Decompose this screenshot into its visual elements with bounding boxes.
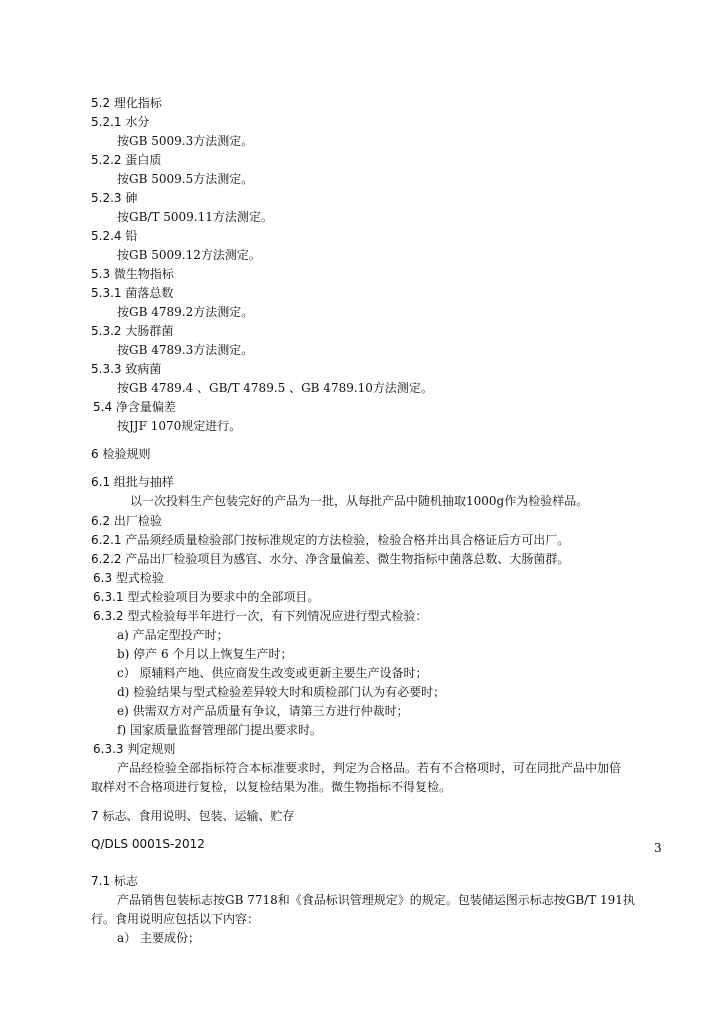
heading-5-2-2: 5.2.2 蛋白质 — [91, 153, 162, 167]
heading-6-3: 6.3 型式检验 — [93, 571, 164, 585]
heading-5-4: 5.4 净含量偏差 — [93, 400, 176, 414]
text-6-3-3-line1: 产品经检验全部指标符合本标准要求时，判定为合格品。若有不合格项时，可在同批产品中加倍 — [117, 761, 622, 775]
text-5-2-3: 按GB/T 5009.11方法测定。 — [117, 210, 273, 224]
heading-5-3-3: 5.3.3 致病菌 — [91, 362, 162, 376]
text-6-3-1: 6.3.1 型式检验项目为要求中的全部项目。 — [93, 590, 320, 604]
list-item-d: d) 检验结果与型式检验差异较大时和质检部门认为有必要时； — [117, 685, 446, 699]
text-6-3-2: 6.3.2 型式检验每半年进行一次，有下列情况应进行型式检验： — [93, 609, 428, 623]
heading-5-2-3: 5.2.3 砷 — [91, 191, 138, 205]
footer-page-number: 3 — [654, 841, 662, 855]
heading-5-2-1: 5.2.1 水分 — [91, 115, 150, 129]
text-5-3-2: 按GB 4789.3方法测定。 — [117, 343, 254, 357]
heading-5-2-4: 5.2.4 铅 — [91, 229, 138, 243]
heading-6-3-3: 6.3.3 判定规则 — [93, 742, 176, 756]
text-5-3-3: 按GB 4789.4 、GB/T 4789.5 、GB 4789.10方法测定。 — [117, 381, 433, 395]
text-7-1-line1: 产品销售包装标志按GB 7718和《食品标识管理规定》的规定。包装储运图示标志按GB/T 191执 — [117, 893, 635, 907]
heading-7-1: 7.1 标志 — [91, 874, 138, 888]
text-5-2-2: 按GB 5009.5方法测定。 — [117, 172, 254, 186]
heading-5-3: 5.3 微生物指标 — [91, 267, 174, 281]
heading-5-3-2: 5.3.2 大肠群菌 — [91, 324, 174, 338]
heading-6-1: 6.1 组批与抽样 — [91, 475, 174, 489]
list-item-a: a) 产品定型投产时； — [117, 628, 229, 642]
heading-5-2: 5.2 理化指标 — [91, 96, 162, 110]
text-5-2-4: 按GB 5009.12方法测定。 — [117, 248, 261, 262]
list-item-f: f) 国家质量监督管理部门提出要求时。 — [117, 723, 322, 737]
text-6-1: 以一次投料生产包装完好的产品为一批，从每批产品中随机抽取1000g作为检验样品。 — [130, 494, 589, 508]
footer-code: Q/DLS 0001S-2012 — [91, 837, 205, 851]
list-item-e: e) 供需双方对产品质量有争议，请第三方进行仲裁时； — [117, 704, 409, 718]
heading-6: 6 检验规则 — [91, 447, 151, 461]
text-5-2-1: 按GB 5009.3方法测定。 — [117, 134, 254, 148]
text-5-4: 按JJF 1070规定进行。 — [117, 419, 242, 433]
list-item-b: b) 停产 6 个月以上恢复生产时； — [117, 647, 293, 661]
heading-6-2: 6.2 出厂检验 — [91, 514, 162, 528]
heading-7: 7 标志、食用说明、包装、运输、贮存 — [91, 809, 295, 823]
text-6-2-1: 6.2.1 产品须经质量检验部门按标准规定的方法检验，检验合格并出具合格证后方可出厂。 — [91, 533, 570, 547]
list-item-7-1-a: a） 主要成份； — [117, 931, 200, 945]
text-5-3-1: 按GB 4789.2方法测定。 — [117, 305, 254, 319]
text-6-2-2: 6.2.2 产品出厂检验项目为感官、水分、净含量偏差、微生物指标中菌落总数、大肠菌群。 — [91, 552, 570, 566]
list-item-c: c） 原辅料产地、供应商发生改变或更新主要生产设备时； — [117, 666, 428, 680]
text-7-1-line2: 行。食用说明应包括以下内容： — [91, 912, 260, 926]
text-6-3-3-line2: 取样对不合格项进行复检，以复检结果为准。微生物指标不得复检。 — [91, 780, 452, 794]
heading-5-3-1: 5.3.1 菌落总数 — [91, 286, 174, 300]
